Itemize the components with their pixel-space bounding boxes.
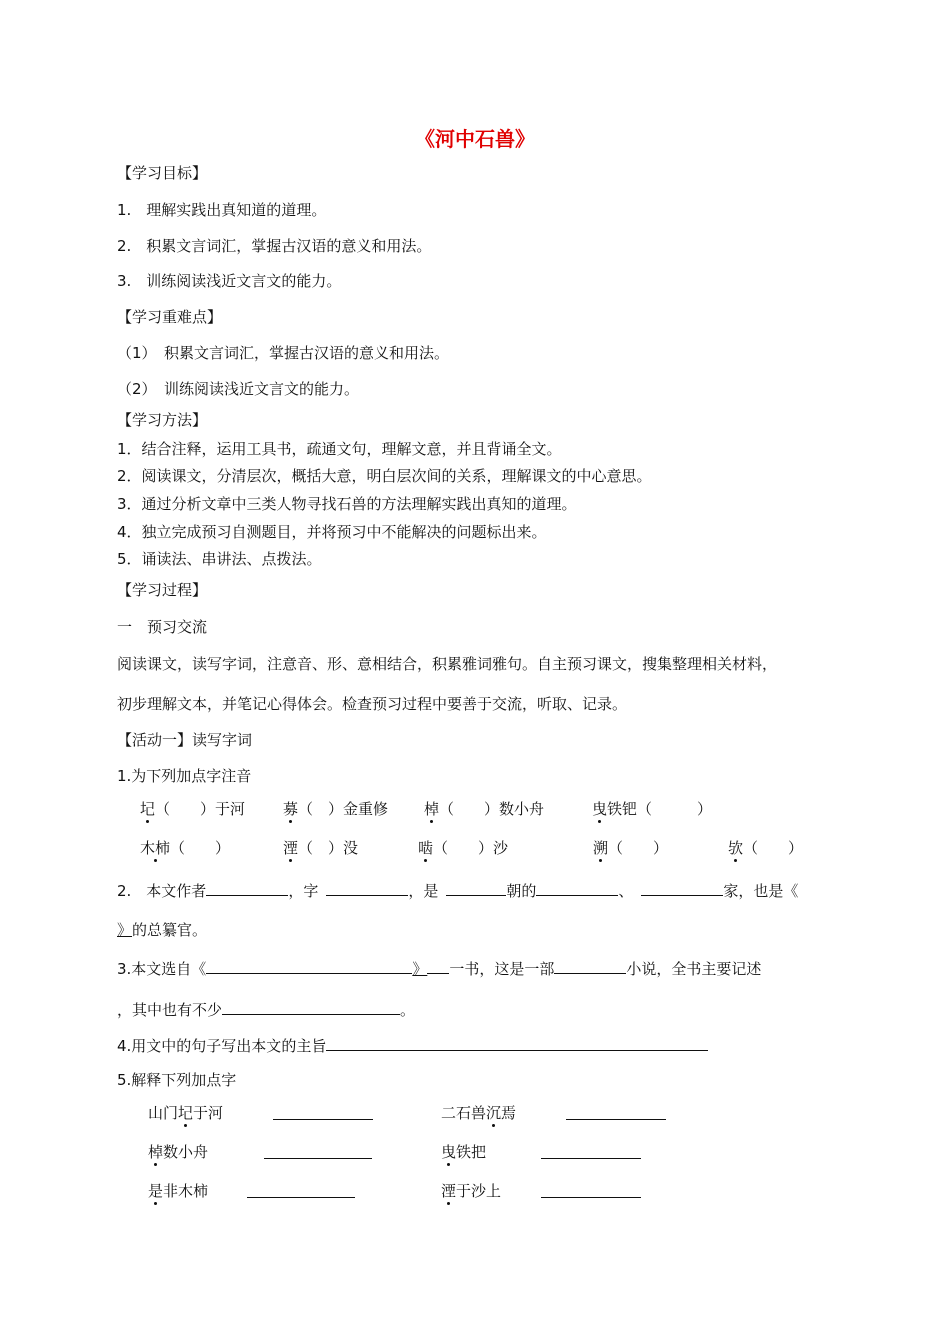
pinyin-item: 溯（ ） bbox=[593, 839, 669, 857]
method-item: 2．阅读课文，分清层次，概括大意，明白层次间的关系，理解课文的中心意思。 bbox=[117, 467, 652, 485]
pinyin-item: 曳铁钯（ ） bbox=[592, 800, 713, 818]
paragraph-line: 初步理解文本，并笔记心得体会。检查预习过程中要善于交流，听取、记录。 bbox=[117, 695, 628, 713]
key-point-item: （1） 积累文言词汇，掌握古汉语的意义和用法。 bbox=[117, 344, 450, 362]
section-heading: 一 预习交流 bbox=[117, 618, 208, 636]
key-points-header: 【学习重难点】 bbox=[117, 308, 223, 326]
pinyin-item: 募（ ）金重修 bbox=[283, 800, 389, 818]
explain-item: 湮于沙上 bbox=[441, 1182, 502, 1200]
paragraph-line: 阅读课文，读写字词，注意音、形、意相结合，积累雅词雅句。自主预习课文，搜集整理相关材料， bbox=[117, 655, 778, 673]
pinyin-item: 啮（ ）沙 bbox=[418, 839, 509, 857]
pinyin-item: 棹（ ）数小舟 bbox=[424, 800, 545, 818]
explain-blank[interactable] bbox=[247, 1182, 355, 1198]
question-2: 2. 本文作者 ，字 ，是 朝的 、 家，也是《 bbox=[117, 882, 799, 900]
theme-blank[interactable] bbox=[326, 1035, 708, 1051]
explain-blank[interactable] bbox=[264, 1143, 372, 1159]
courtesy-name-blank[interactable] bbox=[326, 880, 408, 896]
question-3: 3.本文选自《 》 一书，这是一部 小说，全书主要记述 bbox=[117, 960, 762, 978]
methods-header: 【学习方法】 bbox=[117, 411, 208, 429]
explain-item: 棹数小舟 bbox=[148, 1143, 209, 1161]
explain-blank[interactable] bbox=[566, 1104, 666, 1120]
question-3-line2: ，其中也有不少 。 bbox=[117, 1001, 416, 1019]
page-title: 《河中石兽》 bbox=[415, 127, 535, 151]
underline-segment bbox=[427, 958, 449, 974]
role-blank-1[interactable] bbox=[536, 880, 618, 896]
pinyin-item: 湮（ ）没 bbox=[283, 839, 359, 857]
goal-item: 3. 训练阅读浅近文言文的能力。 bbox=[117, 272, 342, 290]
content-blank[interactable] bbox=[222, 999, 400, 1015]
process-header: 【学习过程】 bbox=[117, 581, 208, 599]
goal-item: 2. 积累文言词汇，掌握古汉语的意义和用法。 bbox=[117, 237, 432, 255]
author-blank[interactable] bbox=[206, 880, 288, 896]
pinyin-item: 欤（ ） bbox=[728, 839, 804, 857]
explain-item: 二石兽沉焉 bbox=[441, 1104, 517, 1122]
goal-item: 1. 理解实践出真知道的道理。 bbox=[117, 201, 327, 219]
dynasty-blank[interactable] bbox=[446, 880, 506, 896]
pinyin-item: 木柿（ ） bbox=[140, 839, 231, 857]
pinyin-item: 圮（ ）于河 bbox=[140, 800, 246, 818]
question-4: 4.用文中的句子写出本文的主旨 bbox=[117, 1035, 708, 1055]
question-5-label: 5.解释下列加点字 bbox=[117, 1071, 237, 1089]
role-blank-2[interactable] bbox=[641, 880, 723, 896]
method-item: 5．诵读法、串讲法、点拨法。 bbox=[117, 550, 322, 568]
explain-blank[interactable] bbox=[541, 1143, 641, 1159]
explain-item: 山门圮于河 bbox=[148, 1104, 224, 1122]
explain-blank[interactable] bbox=[541, 1182, 641, 1198]
question-2-line2: 》的总纂官。 bbox=[117, 921, 208, 939]
method-item: 4．独立完成预习自测题目，并将预习中不能解决的问题标出来。 bbox=[117, 523, 547, 541]
method-item: 1．结合注释，运用工具书，疏通文句，理解文意，并且背诵全文。 bbox=[117, 440, 562, 458]
question-1-label: 1.为下列加点字注音 bbox=[117, 767, 252, 785]
key-point-item: （2） 训练阅读浅近文言文的能力。 bbox=[117, 380, 360, 398]
novel-type-blank[interactable] bbox=[554, 958, 626, 974]
explain-item: 是非木柿 bbox=[148, 1182, 209, 1200]
explain-item: 曳铁把 bbox=[441, 1143, 487, 1161]
activity-heading: 【活动一】读写字词 bbox=[117, 731, 253, 749]
method-item: 3．通过分析文章中三类人物寻找石兽的方法理解实践出真知的道理。 bbox=[117, 495, 577, 513]
book-title-blank[interactable] bbox=[206, 958, 412, 974]
explain-blank[interactable] bbox=[273, 1104, 373, 1120]
goals-header: 【学习目标】 bbox=[117, 164, 208, 182]
